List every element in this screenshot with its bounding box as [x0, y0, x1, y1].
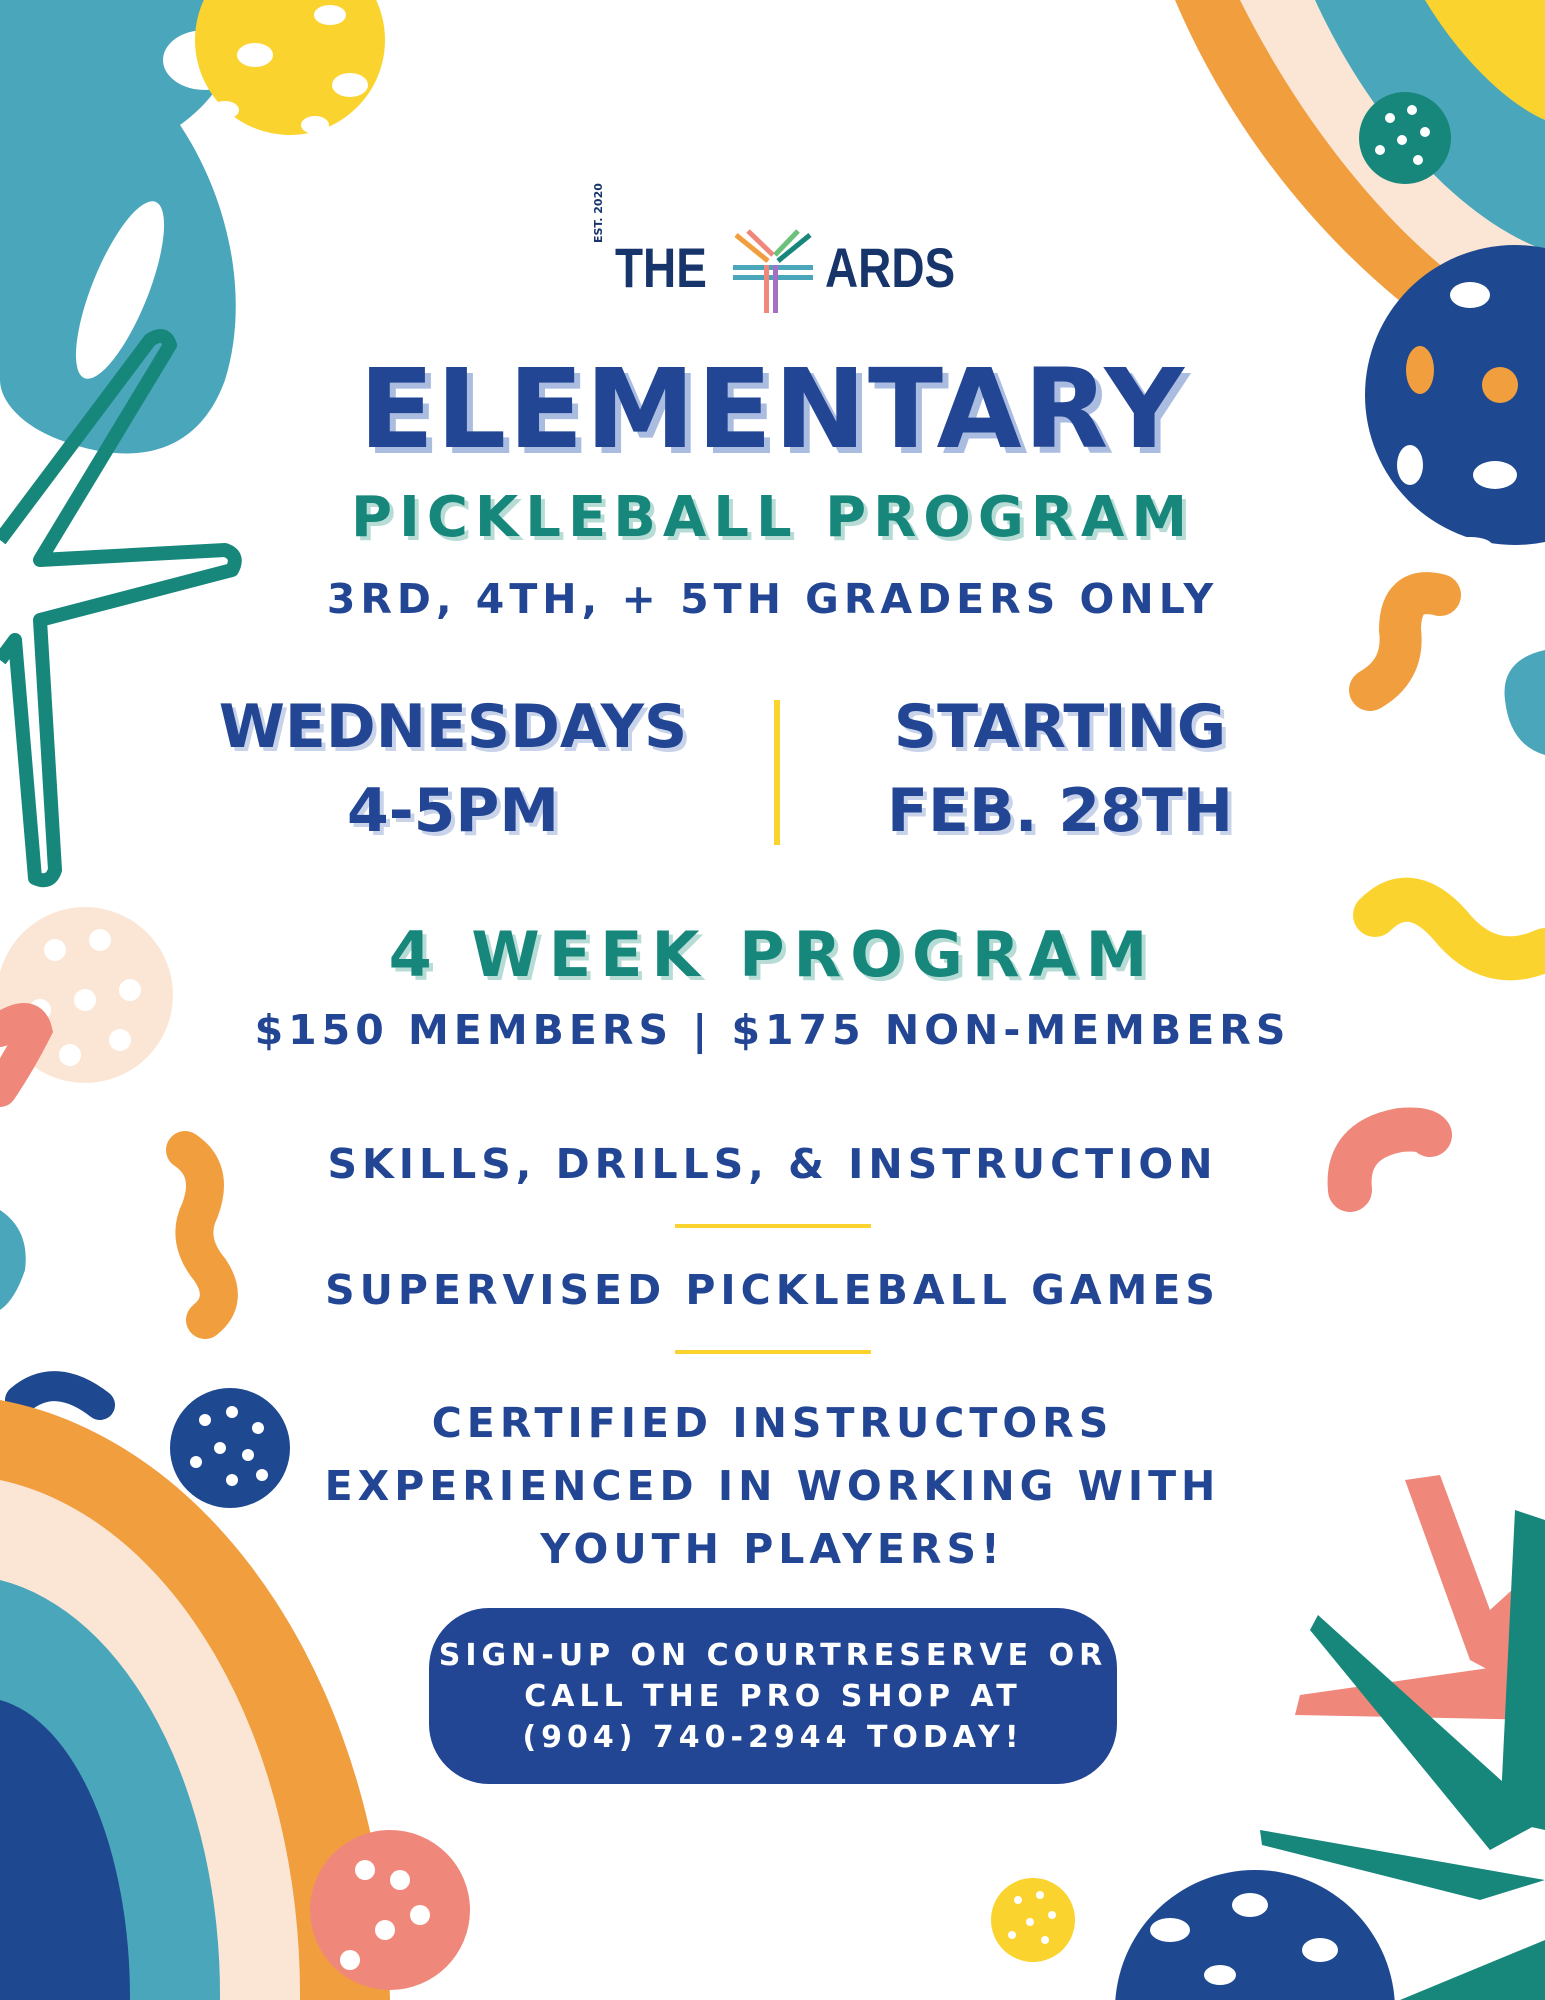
logo-est: EST. 2020 [592, 183, 605, 243]
schedule-time: 4-5PM [346, 776, 560, 846]
cta-phone-line: (904) 740-2944 TODAY! [522, 1720, 1024, 1755]
blue-half-circle-right [1505, 650, 1545, 755]
pickleball-navy-bottom [1115, 1870, 1395, 2000]
instructors-line: YOUTH PLAYERS! [540, 1525, 1005, 1573]
pickleball-yellow-small [991, 1878, 1075, 1962]
feature-skills: SKILLS, DRILLS, & INSTRUCTION [327, 1140, 1218, 1188]
pickleball-teal-small [1359, 92, 1451, 184]
feature-games: SUPERVISED PICKLEBALL GAMES [325, 1266, 1220, 1314]
instructors-line: CERTIFIED INSTRUCTORS [431, 1399, 1114, 1447]
program-length: 4 WEEK PROGRAM [388, 918, 1157, 991]
schedule-start [800, 685, 1320, 853]
yards-y-icon [728, 225, 818, 315]
program-subtitle: PICKLEBALL PROGRAM [350, 485, 1195, 550]
signup-callout [429, 1608, 1117, 1784]
the-yards-logo [0, 183, 1545, 305]
start-label: STARTING [893, 692, 1227, 762]
pickleball-yellow-top [195, 0, 385, 135]
cta-line: SIGN-UP ON COURTRESERVE OR [438, 1638, 1108, 1673]
pricing: $150 MEMBERS | $175 NON-MEMBERS [254, 1006, 1291, 1054]
start-date: FEB. 28TH [886, 776, 1234, 846]
feature-divider [675, 1350, 871, 1354]
pickleball-coral-bottom [310, 1830, 470, 1990]
schedule-day: WEDNESDAYS [218, 692, 688, 762]
instructors-line: EXPERIENCED IN WORKING WITH [324, 1462, 1221, 1510]
program-title: ELEMENTARY [358, 345, 1186, 473]
schedule-day-time [193, 685, 713, 853]
eligible-grades: 3RD, 4TH, + 5TH GRADERS ONLY [326, 575, 1219, 623]
feature-divider [675, 1224, 871, 1228]
logo-the: THE [615, 236, 707, 299]
schedule-divider [774, 700, 780, 845]
cta-line: CALL THE PRO SHOP AT [524, 1679, 1022, 1714]
logo-ards: ARDS [825, 236, 956, 299]
feature-instructors [0, 1392, 1545, 1581]
